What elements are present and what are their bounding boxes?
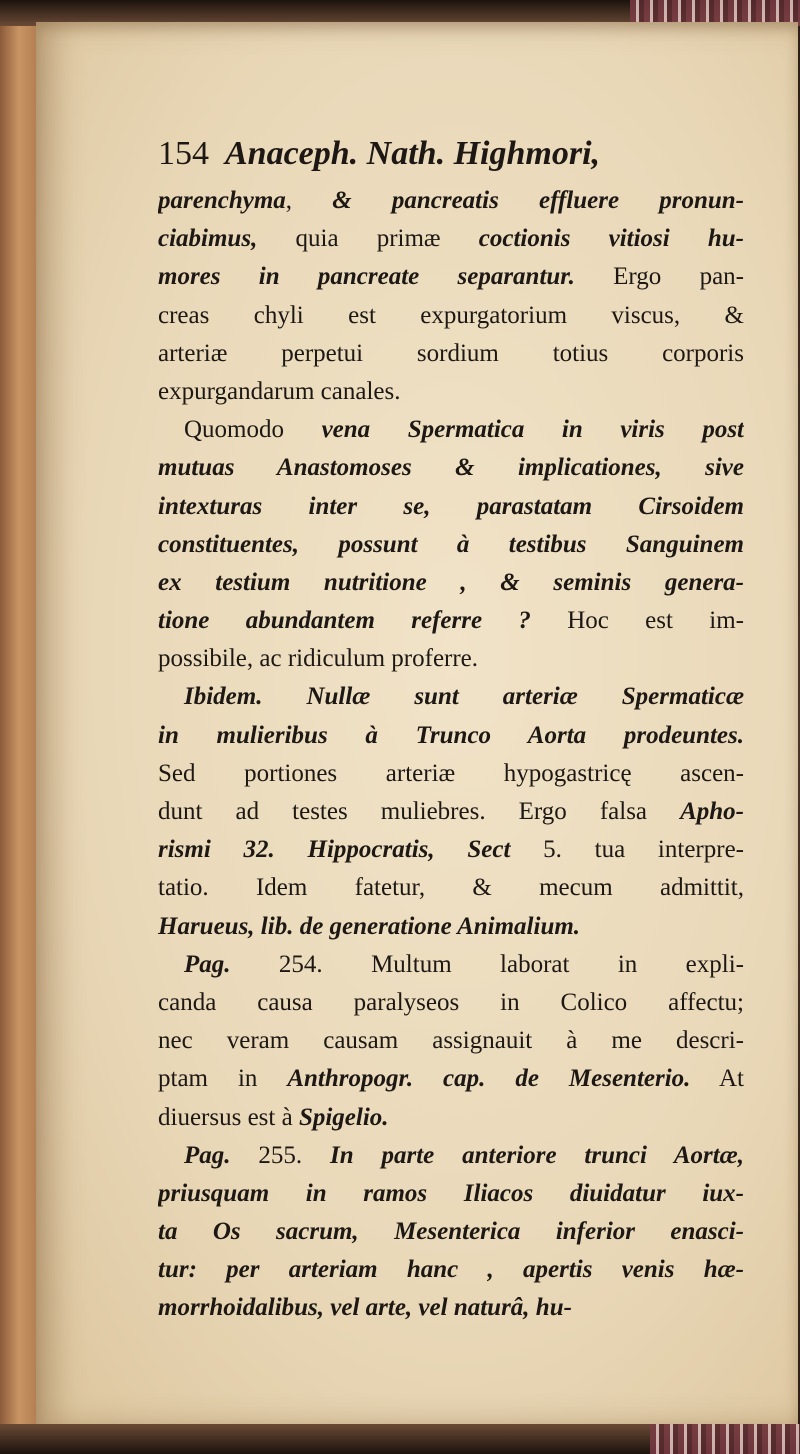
roman-segment: creas chyli est expurgatorium viscus, & (158, 301, 744, 329)
roman-segment: Sed portiones arteriæ hypogastricę ascen- (158, 759, 744, 787)
text-line (158, 1099, 744, 1137)
italic-segment: Pag. (184, 1141, 231, 1169)
paragraph-p1 (158, 182, 744, 411)
text-line (158, 602, 744, 640)
italic-segment: mores in pancreate separantur. (158, 263, 575, 291)
text-line (158, 411, 744, 449)
italic-segment: & pancreatis effluere pronun- (332, 187, 744, 214)
text-line (158, 1022, 744, 1060)
italic-segment: In parte anteriore trunci Aortæ, (329, 1141, 744, 1169)
italic-segment: Anthropogr. cap. de Mesenterio. (287, 1065, 691, 1093)
text-line (158, 1213, 744, 1251)
roman-segment: Hoc est im- (530, 607, 744, 635)
roman-segment: 254. Multum laborat in expli- (230, 950, 744, 978)
text-line (158, 1137, 744, 1175)
italic-segment: Apho- (680, 798, 744, 825)
italic-segment: constituentes, possunt à testibus Sanguinem (158, 530, 744, 558)
text-line (158, 908, 744, 946)
roman-segment: 255. (230, 1141, 330, 1169)
roman-segment: dunt ad testes muliebres. Ergo falsa (158, 798, 681, 825)
roman-segment: ptam in (158, 1065, 288, 1093)
roman-segment: possibile, ac ridiculum proferre. (158, 645, 479, 673)
text-line (158, 258, 744, 296)
text-line (158, 831, 744, 869)
roman-segment: quia primæ (257, 225, 479, 253)
italic-segment: Cirsoidem (638, 492, 744, 520)
text-line (158, 449, 744, 487)
text-line (158, 526, 744, 564)
text-line (158, 564, 744, 602)
text-line (158, 640, 744, 678)
italic-segment: coctionis vitiosi hu- (478, 225, 744, 253)
page-number: 154 (158, 135, 209, 172)
roman-segment: expurgandarum canales. (158, 377, 401, 405)
roman-segment: At (690, 1065, 744, 1093)
roman-segment: Ergo pan- (574, 263, 744, 291)
running-head (158, 130, 744, 178)
italic-segment: parenchyma (158, 187, 286, 214)
italic-segment: Ibidem. Nullæ sunt arteriæ Spermaticæ (184, 683, 744, 711)
text-line (158, 373, 744, 411)
text-line (158, 1289, 744, 1327)
text-line (158, 717, 744, 755)
body-text (158, 182, 744, 1328)
italic-segment: mutuas Anastomoses & implicationes, sive (158, 454, 744, 482)
page-text-block (158, 130, 744, 1328)
italic-segment: tur: per arteriam hanc , apertis venis hæ- (158, 1256, 744, 1284)
paragraph-p2 (158, 411, 744, 678)
paragraph-p4 (158, 946, 744, 1137)
italic-segment: tione abundantem referre ? (158, 607, 531, 635)
roman-segment: Quomodo (184, 416, 322, 444)
italic-segment: ciabimus, (158, 225, 258, 253)
italic-segment: rismi 32. Hippocratis, Sect (158, 836, 511, 864)
roman-segment: nec veram causam assignauit à me descri- (158, 1027, 744, 1055)
text-line (158, 869, 744, 907)
roman-segment: arteriæ perpetui sordium totius corporis (158, 339, 744, 367)
text-line (158, 793, 744, 831)
italic-segment: ta Os sacrum, Mesenterica inferior enasci- (158, 1218, 744, 1246)
text-line (158, 678, 744, 716)
text-line (158, 1251, 744, 1289)
italic-segment: Spigelio. (298, 1103, 389, 1131)
roman-segment: , (285, 187, 333, 214)
italic-segment: Harueus, lib. de generatione Animalium. (158, 912, 581, 940)
running-head-title: Anaceph. Nath. Highmori, (225, 135, 601, 172)
text-line (158, 220, 744, 258)
roman-segment: tatio. Idem fatetur, & mecum admittit, (158, 874, 744, 902)
headband-bottom (650, 1424, 800, 1454)
italic-segment: Pag. (184, 950, 231, 978)
roman-segment: diuersus est à (158, 1103, 299, 1131)
italic-segment: intexturas inter se, parastatam (158, 492, 639, 520)
italic-segment: priusquam in ramos Iliacos diuidatur iux- (158, 1179, 744, 1207)
italic-segment: vena Spermatica in viris post (321, 416, 744, 444)
roman-segment: 5. tua interpre- (510, 836, 744, 864)
paragraph-p3 (158, 678, 744, 945)
paragraph-p5 (158, 1137, 744, 1328)
text-line (158, 984, 744, 1022)
text-line (158, 1060, 744, 1098)
roman-segment: canda causa paralyseos in Colico affectu; (158, 988, 744, 1016)
italic-segment: morrhoidalibus, vel arte, vel naturâ, hu- (158, 1294, 572, 1322)
italic-segment: in mulieribus à Trunco Aorta prodeuntes. (158, 721, 744, 749)
page-gutter (0, 26, 38, 1424)
text-line (158, 755, 744, 793)
text-line (158, 297, 744, 335)
text-line (158, 946, 744, 984)
italic-segment: ex testium nutritione , & seminis genera- (158, 568, 744, 596)
text-line (158, 182, 744, 220)
text-line (158, 1175, 744, 1213)
book-page (36, 22, 798, 1426)
text-line (158, 488, 744, 526)
text-line (158, 335, 744, 373)
